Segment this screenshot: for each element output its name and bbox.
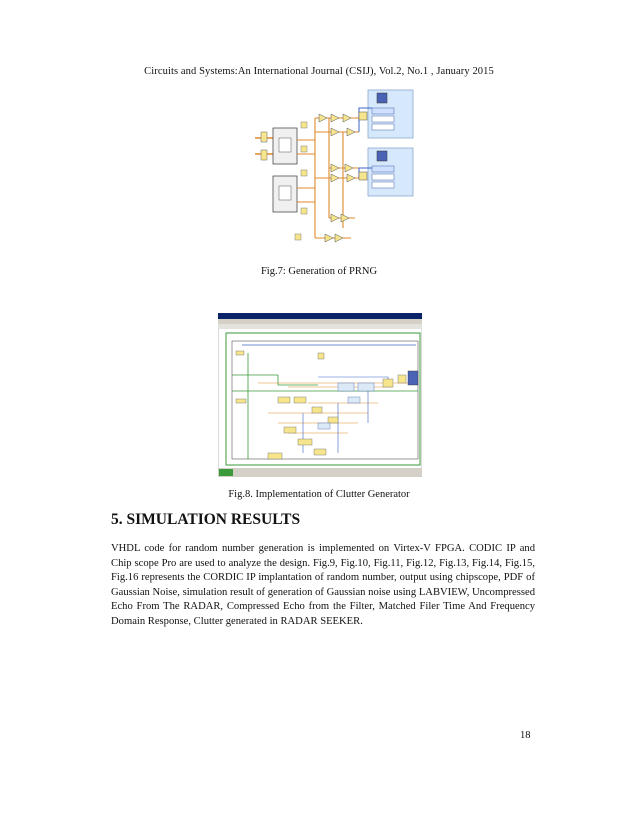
clutter-generator-screenshot — [218, 313, 422, 477]
prng-block-diagram — [255, 88, 415, 248]
figure-clutter-generator — [218, 313, 422, 477]
figure-7-caption: Fig.7: Generation of PRNG — [260, 266, 378, 277]
section-title: 5. SIMULATION RESULTS — [111, 511, 301, 528]
window-taskbar — [218, 468, 422, 477]
journal-header: Circuits and Systems:An International Journal (CSIJ), Vol.2, No.1 , January 2015 — [144, 66, 494, 77]
section-paragraph: VHDL code for random number generation is implemented on Virtex-V FPGA. CODIC IP and Chip scope Pro are used to analyze the design. Fig.9, Fig.10, Fig.11, Fig.12, Fig.13, Fig.14, Fig.15, Fig.16 represents the CORDIC IP implantation of random number, output using chipscope, PDF of Gaussian Noise, simulation result of generation of Gaussian noise using LABVIEW, Uncompressed Echo From The RADAR, Compressed Echo from the Filter, Matched Filer Time And Frequency Domain Response, Clutter generated in RADAR SEEKER. — [111, 543, 535, 627]
figure-8-caption: Fig.8. Implementation of Clutter Generator — [228, 489, 410, 500]
window-titlebar — [218, 313, 422, 319]
figure-prng-diagram — [255, 88, 415, 248]
page-number: 18 — [520, 730, 531, 741]
